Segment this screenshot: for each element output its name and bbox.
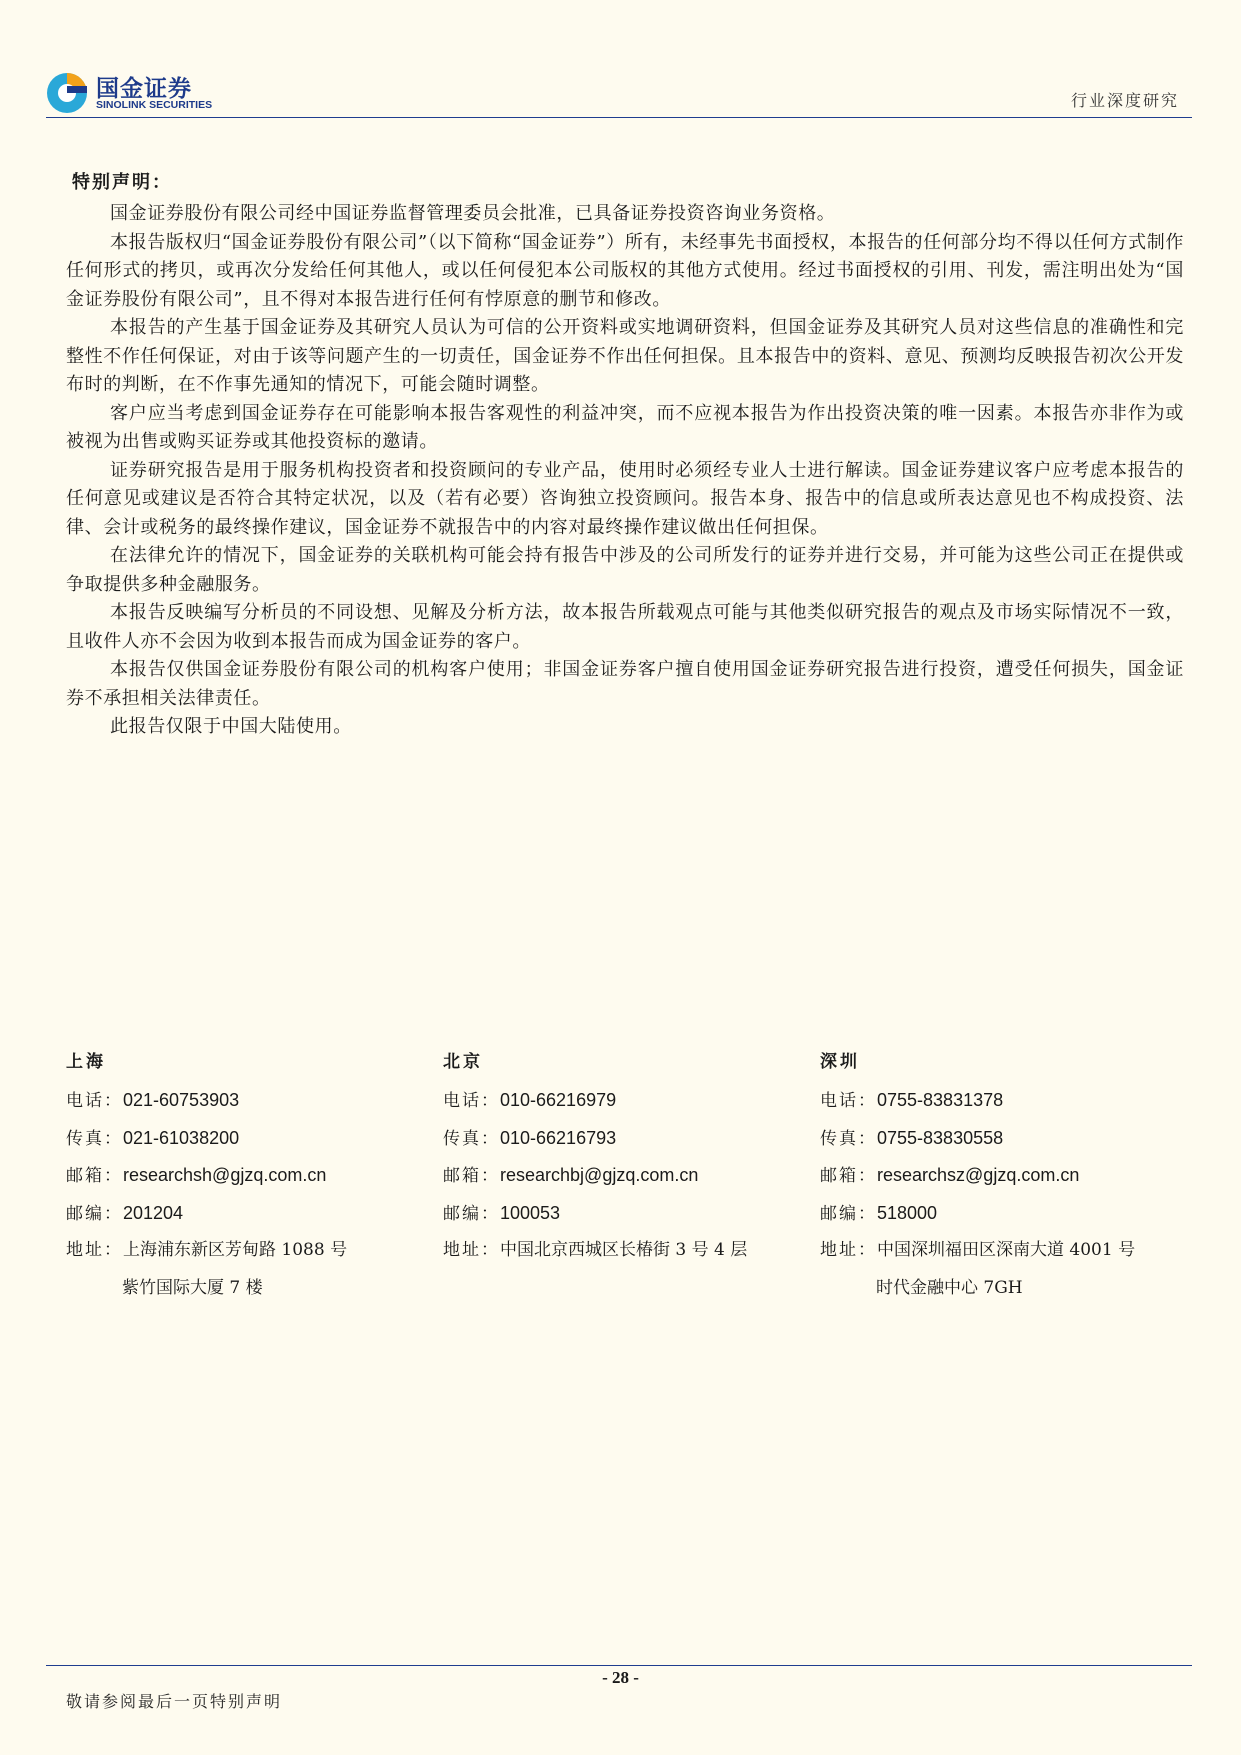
phone-value: 0755-83831378 <box>877 1090 1004 1110</box>
address-row <box>820 1238 1190 1276</box>
office-beijing <box>443 1050 813 1276</box>
disclaimer-paragraph: 本报告版权归“国金证券股份有限公司”（以下简称“国金证券”）所有，未经事先书面授权，本报告的任何部分均不得以任何方式制作任何形式的拷贝，或再次分发给任何其他人，或以任何侵犯本公司版权的其他方式使用。经过书面授权的引用、刊发，需注明出处为“国金证券股份有限公司”，且不得对本报告进行任何有悖原意的删节和修改。 <box>66 231 1184 310</box>
footer-divider <box>46 1665 1192 1666</box>
disclaimer-paragraph: 本报告反映编写分析员的不同设想、见解及分析方法，故本报告所载观点可能与其他类似研究报告的观点及市场实际情况不一致，且收件人亦不会因为收到本报告而成为国金证券的客户。 <box>66 602 1184 652</box>
disclaimer-paragraph: 证券研究报告是用于服务机构投资者和投资顾问的专业产品，使用时必须经专业人士进行解读。国金证券建议客户应考虑本报告的任何意见或建议是否符合其特定状况，以及（若有必要）咨询独立投资顾问。报告本身、报告中的信息或所表达意见也不构成投资、法律、会计或税务的最终操作建议，国金证券不就报告中的内容对最终操作建议做出任何担保。 <box>66 459 1184 538</box>
phone-label: 电话： <box>66 1091 123 1111</box>
zip-value: 518000 <box>877 1202 938 1223</box>
zip-label: 邮编： <box>820 1203 877 1224</box>
page-header <box>0 0 1241 120</box>
zip-row <box>66 1201 436 1239</box>
footer-note: 敬请参阅最后一页特别声明 <box>66 1692 283 1711</box>
fax-value: 021-61038200 <box>123 1127 240 1148</box>
address-line-1: 中国北京西城区长椿街 3 号 4 层 <box>500 1240 748 1260</box>
zip-row <box>820 1201 1190 1239</box>
disclaimer-paragraph: 本报告仅供国金证券股份有限公司的机构客户使用；非国金证券客户擅自使用国金证券研究报告进行投资，遭受任何损失，国金证券不承担相关法律责任。 <box>66 659 1184 709</box>
address-label: 地址： <box>443 1240 500 1260</box>
zip-value: 100053 <box>500 1202 561 1223</box>
disclaimer-section <box>66 168 1184 742</box>
office-name: 上海 <box>66 1052 106 1072</box>
fax-value: 0755-83830558 <box>877 1127 1004 1148</box>
address-line-1: 中国深圳福田区深南大道 4001 号 <box>877 1240 1136 1260</box>
address-row <box>66 1238 436 1276</box>
email-value: researchsz@gjzq.com.cn <box>877 1165 1080 1185</box>
phone-row <box>820 1088 1190 1126</box>
address-line-2: 时代金融中心 7GH <box>876 1277 1023 1298</box>
disclaimer-paragraph: 本报告的产生基于国金证券及其研究人员认为可信的公开资料或实地调研资料，但国金证券及其研究人员对这些信息的准确性和完整性不作任何保证，对由于该等问题产生的一切责任，国金证券不作出任何担保。且本报告中的资料、意见、预测均反映报告初次公开发布时的判断，在不作事先通知的情况下，可能会随时调整。 <box>66 317 1184 395</box>
address-label: 地址： <box>66 1240 123 1260</box>
zip-label: 邮编： <box>443 1203 500 1224</box>
phone-value: 010-66216979 <box>500 1090 617 1110</box>
zip-label: 邮编： <box>66 1203 123 1224</box>
office-shenzhen <box>820 1050 1190 1313</box>
address-row <box>443 1238 813 1276</box>
office-shanghai <box>66 1050 436 1313</box>
fax-value: 010-66216793 <box>500 1127 617 1148</box>
email-row <box>820 1163 1190 1201</box>
company-logo <box>46 70 226 116</box>
office-name: 深圳 <box>820 1052 860 1072</box>
email-label: 邮箱： <box>820 1166 877 1186</box>
fax-row <box>443 1126 813 1164</box>
page-number: - 28 - <box>602 1668 639 1687</box>
logo-chinese-name: 国金证券 <box>96 76 192 102</box>
disclaimer-paragraph: 在法律允许的情况下，国金证券的关联机构可能会持有报告中涉及的公司所发行的证券并进行交易，并可能为这些公司正在提供或争取提供多种金融服务。 <box>66 545 1184 595</box>
report-type-label: 行业深度研究 <box>1070 91 1179 110</box>
email-label: 邮箱： <box>66 1166 123 1186</box>
email-row <box>66 1163 436 1201</box>
header-divider <box>46 117 1192 118</box>
phone-row <box>443 1088 813 1126</box>
phone-row <box>66 1088 436 1126</box>
email-row <box>443 1163 813 1201</box>
logo-english-name: SINOLINK SECURITIES <box>96 99 213 111</box>
phone-label: 电话： <box>820 1091 877 1111</box>
fax-label: 传真： <box>443 1128 500 1149</box>
sinolink-logo-icon <box>46 72 88 114</box>
disclaimer-title: 特别声明： <box>72 172 172 193</box>
address-label: 地址： <box>820 1240 877 1260</box>
phone-value: 021-60753903 <box>123 1090 240 1110</box>
fax-label: 传真： <box>66 1128 123 1149</box>
address-line-1: 上海浦东新区芳甸路 1088 号 <box>123 1240 348 1260</box>
fax-row <box>820 1126 1190 1164</box>
zip-row <box>443 1201 813 1239</box>
disclaimer-paragraph: 国金证券股份有限公司经中国证券监督管理委员会批准，已具备证券投资咨询业务资格。 <box>110 203 836 224</box>
email-label: 邮箱： <box>443 1166 500 1186</box>
office-contacts <box>66 1050 1186 1300</box>
zip-value: 201204 <box>123 1202 184 1223</box>
address-line-2: 紫竹国际大厦 7 楼 <box>122 1277 263 1298</box>
office-name: 北京 <box>443 1052 483 1072</box>
email-value: researchsh@gjzq.com.cn <box>123 1165 327 1185</box>
fax-row <box>66 1126 436 1164</box>
email-value: researchbj@gjzq.com.cn <box>500 1165 699 1185</box>
fax-label: 传真： <box>820 1128 877 1149</box>
phone-label: 电话： <box>443 1091 500 1111</box>
disclaimer-paragraph: 客户应当考虑到国金证券存在可能影响本报告客观性的利益冲突，而不应视本报告为作出投资决策的唯一因素。本报告亦非作为或被视为出售或购买证券或其他投资标的邀请。 <box>66 402 1184 452</box>
disclaimer-paragraph: 此报告仅限于中国大陆使用。 <box>110 716 352 737</box>
